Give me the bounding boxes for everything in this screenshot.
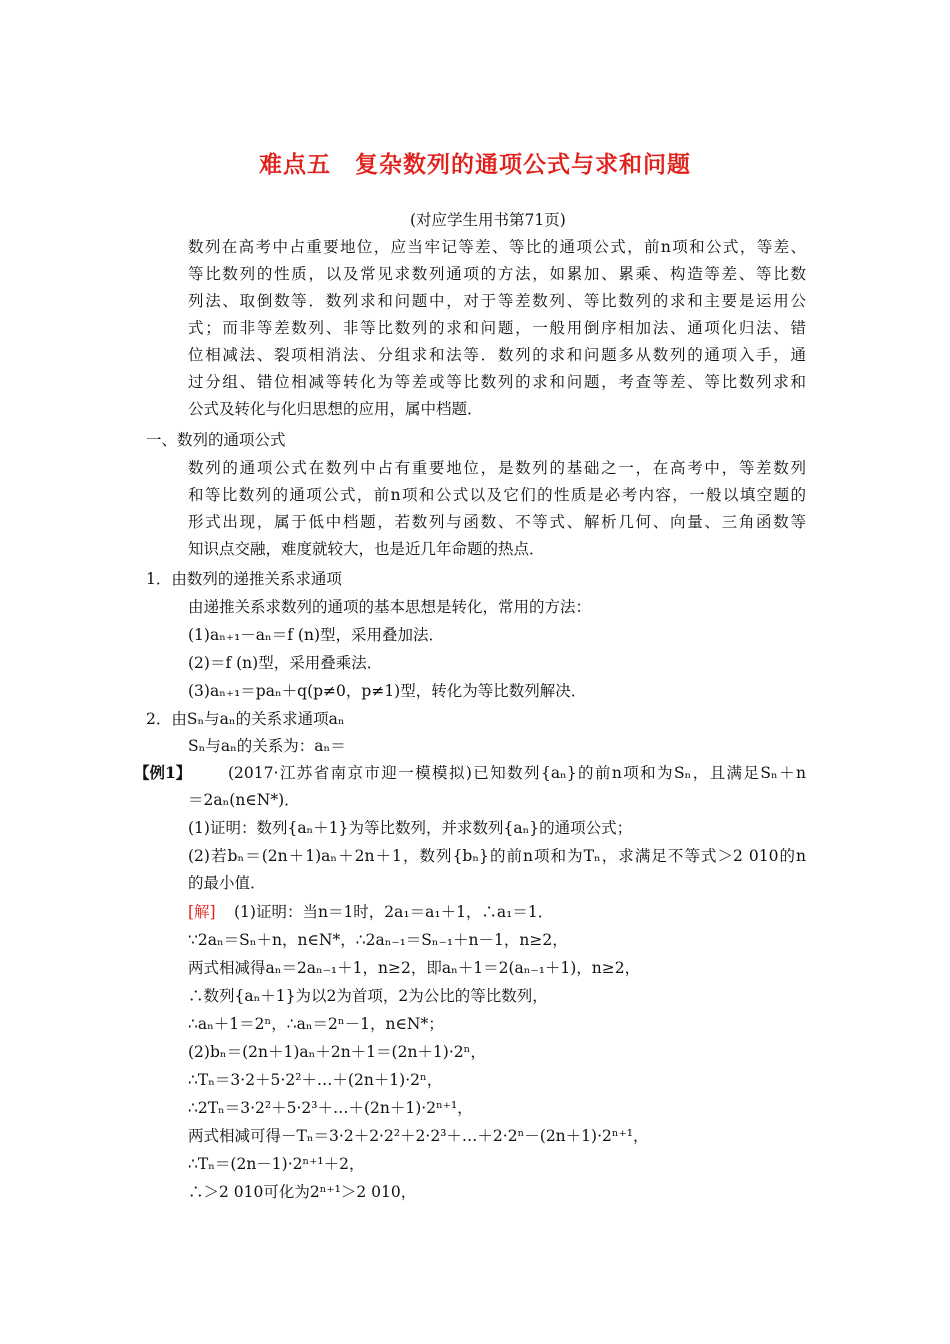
- example-question-1: (1)证明：数列{aₙ＋1}为等比数列，并求数列{aₙ}的通项公式；: [188, 819, 633, 837]
- solution-line: 两式相减可得－Tₙ＝3·2＋2·2²＋2·2³＋…＋2·2ⁿ－(2n＋1)·2ⁿ⁺¹，: [188, 1127, 649, 1145]
- solution-line: 两式相减得aₙ＝2aₙ₋₁＋1，n≥2，即aₙ＋1＝2(aₙ₋₁＋1)，n≥2，: [188, 959, 641, 977]
- example-question-2-cont: 的最小值．: [188, 874, 266, 892]
- page-title: 难点五 复杂数列的通项公式与求和问题: [259, 152, 691, 178]
- solution-line: ∵2aₙ＝Sₙ＋n，n∈N*，∴2aₙ₋₁＝Sₙ₋₁＋n－1，n≥2，: [188, 931, 568, 949]
- solution-line: ∴aₙ＋1＝2ⁿ，∴aₙ＝2ⁿ－1，n∈N*；: [188, 1015, 444, 1033]
- solution-line: ∴Tₙ＝3·2＋5·2²＋…＋(2n＋1)·2ⁿ，: [188, 1071, 443, 1089]
- item-line: (3)aₙ₊₁＝paₙ＋q(p≠0，p≠1)型，转化为等比数列解决．: [188, 682, 587, 700]
- solution-line: ∴2Tₙ＝3·2²＋5·2³＋…＋(2n＋1)·2ⁿ⁺¹，: [188, 1099, 473, 1117]
- page-reference: (对应学生用书第71页): [410, 211, 566, 229]
- section-para-line: 数列的通项公式在数列中占有重要地位，是数列的基础之一，在高考中，等差数列: [188, 459, 806, 477]
- solution-line: ∴数列{aₙ＋1}为以2为首项，2为公比的等比数列，: [188, 987, 548, 1005]
- item-line: (1)aₙ₊₁－aₙ＝f (n)型，采用叠加法．: [188, 626, 444, 644]
- example-question-2: (2)若bₙ＝(2n＋1)aₙ＋2n＋1，数列{bₙ}的前n项和为Tₙ，求满足不等式＞2 010的n: [188, 847, 806, 865]
- intro-line: 位相减法、裂项相消法、分组求和法等．数列的求和问题多从数列的通项入手，通: [188, 346, 806, 364]
- item-heading: 2．由Sₙ与aₙ的关系求通项aₙ: [146, 710, 345, 728]
- solution-line: (1)证明：当n＝1时，2a₁＝a₁＋1，∴a₁＝1．: [234, 903, 554, 921]
- section-para-line: 知识点交融，难度就较大，也是近几年命题的热点．: [188, 540, 545, 558]
- solution-line: (2)bₙ＝(2n＋1)aₙ＋2n＋1＝(2n＋1)·2ⁿ，: [188, 1043, 486, 1061]
- item-line: (2)＝f (n)型，采用叠乘法．: [188, 654, 383, 672]
- solution-tag: [解]: [188, 903, 216, 921]
- example-block: [134, 760, 191, 786]
- solution-line: ∴＞2 010可化为2ⁿ⁺¹＞2 010，: [188, 1183, 417, 1201]
- example-line: ＝2aₙ(n∈N*)．: [188, 791, 300, 809]
- example-line: (2017·江苏省南京市迎一模模拟)已知数列{aₙ}的前n项和为Sₙ，且满足Sₙ＋n: [228, 764, 806, 782]
- intro-line: 过分组、错位相减等转化为等差或等比数列的求和问题，考查等差、等比数列求和: [188, 373, 806, 391]
- solution-line: ∴Tₙ＝(2n－1)·2ⁿ⁺¹＋2，: [188, 1155, 365, 1173]
- intro-line: 公式及转化与化归思想的应用，属中档题．: [188, 400, 483, 418]
- intro-line: 列法、取倒数等．数列求和问题中，对于等差数列、等比数列的求和主要是运用公: [188, 292, 806, 310]
- item-line: Sₙ与aₙ的关系为：aₙ＝: [188, 737, 346, 755]
- item-heading: 1．由数列的递推关系求通项: [146, 570, 342, 588]
- intro-line: 数列在高考中占重要地位，应当牢记等差、等比的通项公式，前n项和公式，等差、: [188, 238, 806, 256]
- intro-line: 等比数列的性质，以及常见求数列通项的方法，如累加、累乘、构造等差、等比数: [188, 265, 806, 283]
- section-para-line: 形式出现，属于低中档题，若数列与函数、不等式、解析几何、向量、三角函数等: [188, 513, 806, 531]
- section-para-line: 和等比数列的通项公式，前n项和公式以及它们的性质是必考内容，一般以填空题的: [188, 486, 806, 504]
- item-line: 由递推关系求数列的通项的基本思想是转化，常用的方法：: [188, 598, 592, 616]
- section-heading: 一、数列的通项公式: [146, 431, 286, 449]
- intro-line: 式；而非等差数列、非等比数列的求和问题，一般用倒序相加法、通项化归法、错: [188, 319, 806, 337]
- example-label: 【例1】: [134, 763, 192, 782]
